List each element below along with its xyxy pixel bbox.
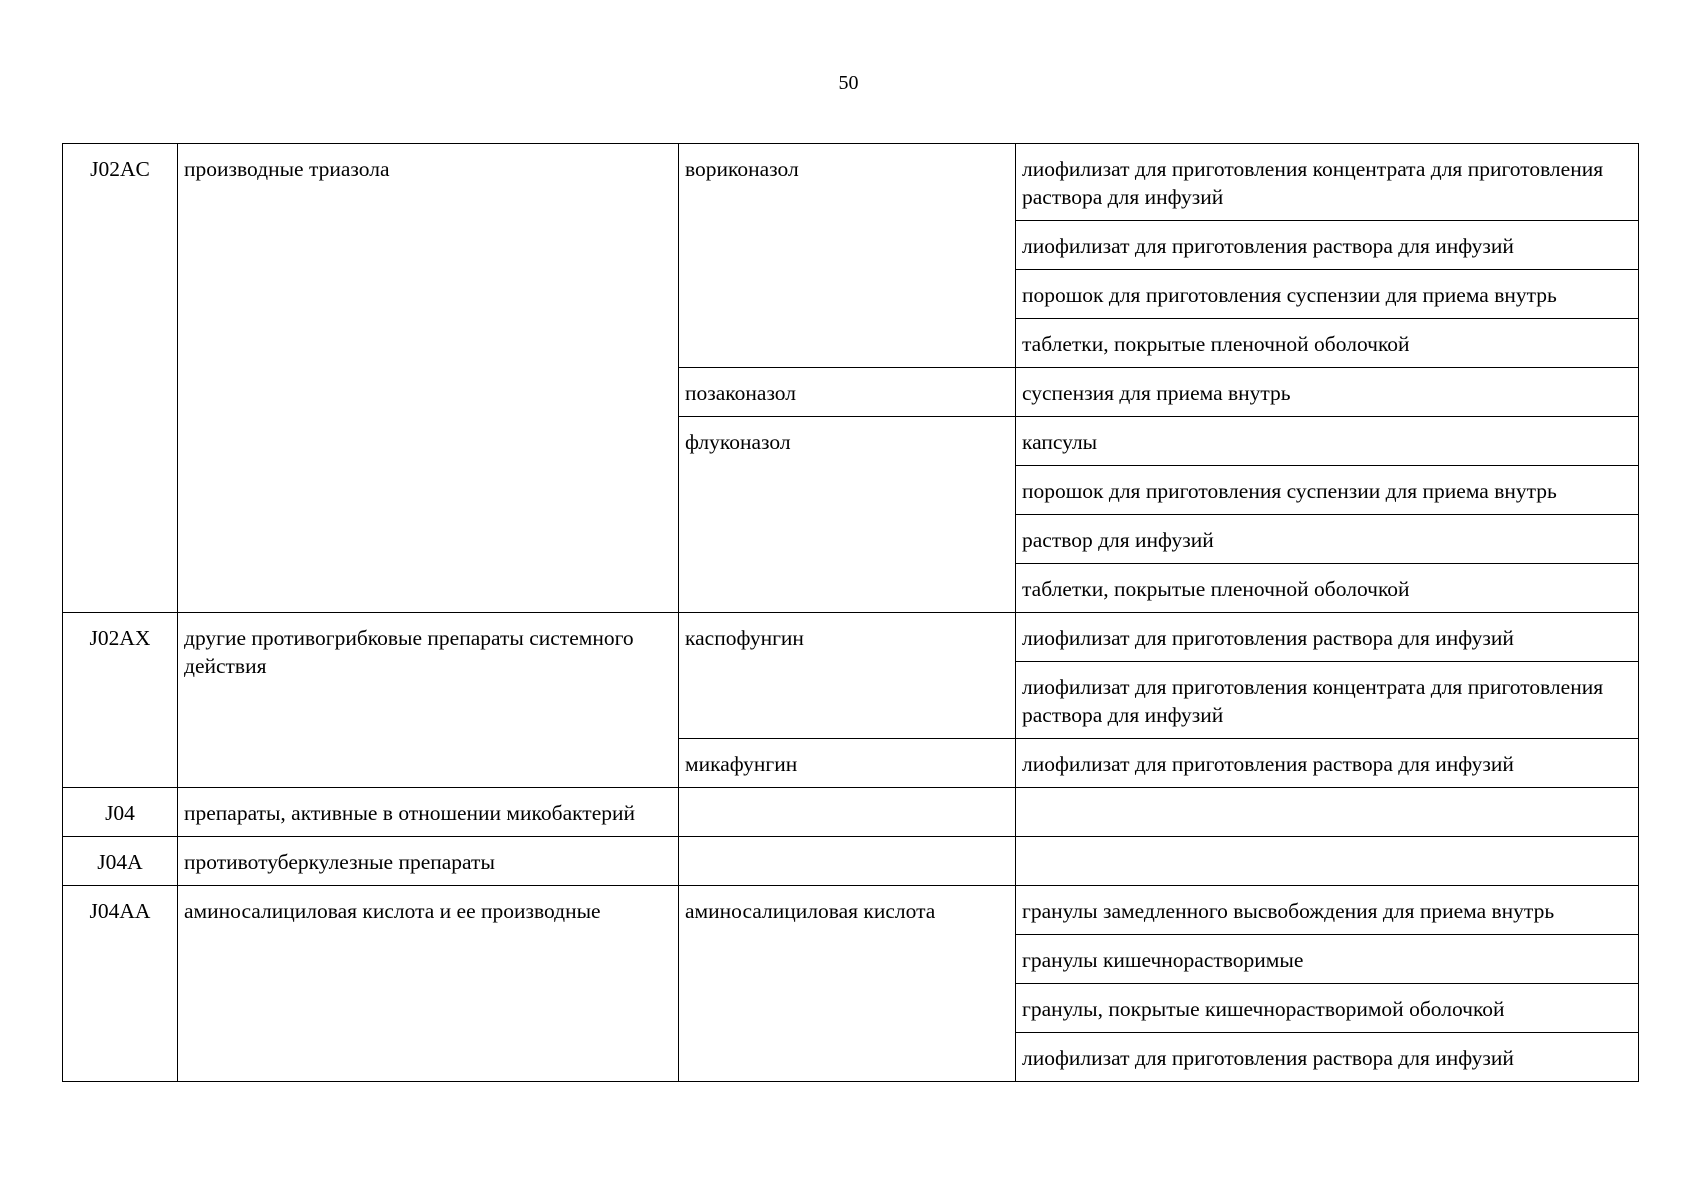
dosage-form: таблетки, покрытые пленочной оболочкой xyxy=(1016,319,1639,368)
table-row xyxy=(63,788,1639,837)
dosage-form: порошок для приготовления суспензии для приема внутрь xyxy=(1016,466,1639,515)
atc-drug-table xyxy=(62,143,1639,1082)
table-row xyxy=(63,613,1639,662)
drug-name: флуконазол xyxy=(679,417,1016,613)
atc-code: J04A xyxy=(63,837,178,886)
dosage-form: лиофилизат для приготовления концентрата для приготовления раствора для инфузий xyxy=(1016,662,1639,739)
atc-group: препараты, активные в отношении микобактерий xyxy=(178,788,679,837)
atc-group: производные триазола xyxy=(178,144,679,613)
atc-code: J04AA xyxy=(63,886,178,1082)
drug-name-empty xyxy=(679,837,1016,886)
atc-group: другие противогрибковые препараты системного действия xyxy=(178,613,679,788)
page-number: 50 xyxy=(838,72,859,94)
dosage-form: лиофилизат для приготовления раствора для инфузий xyxy=(1016,739,1639,788)
dosage-form: капсулы xyxy=(1016,417,1639,466)
drug-name-empty xyxy=(679,788,1016,837)
dosage-form: лиофилизат для приготовления раствора для инфузий xyxy=(1016,613,1639,662)
dosage-form: порошок для приготовления суспензии для приема внутрь xyxy=(1016,270,1639,319)
dosage-form: гранулы кишечнорастворимые xyxy=(1016,935,1639,984)
dosage-form: лиофилизат для приготовления концентрата для приготовления раствора для инфузий xyxy=(1016,144,1639,221)
atc-group: аминосалициловая кислота и ее производные xyxy=(178,886,679,1082)
drug-name: каспофунгин xyxy=(679,613,1016,739)
table-row xyxy=(63,886,1639,935)
atc-code: J02AX xyxy=(63,613,178,788)
dosage-form: гранулы замедленного высвобождения для приема внутрь xyxy=(1016,886,1639,935)
dosage-form: лиофилизат для приготовления раствора для инфузий xyxy=(1016,221,1639,270)
dosage-form-empty xyxy=(1016,788,1639,837)
dosage-form: раствор для инфузий xyxy=(1016,515,1639,564)
drug-name: микафунгин xyxy=(679,739,1016,788)
atc-group: противотуберкулезные препараты xyxy=(178,837,679,886)
dosage-form: таблетки, покрытые пленочной оболочкой xyxy=(1016,564,1639,613)
dosage-form: лиофилизат для приготовления раствора для инфузий xyxy=(1016,1033,1639,1082)
dosage-form: суспензия для приема внутрь xyxy=(1016,368,1639,417)
atc-code: J02AC xyxy=(63,144,178,613)
drug-name: аминосалициловая кислота xyxy=(679,886,1016,1082)
table-row xyxy=(63,837,1639,886)
dosage-form-empty xyxy=(1016,837,1639,886)
atc-code: J04 xyxy=(63,788,178,837)
dosage-form: гранулы, покрытые кишечнорастворимой оболочкой xyxy=(1016,984,1639,1033)
drug-name: позаконазол xyxy=(679,368,1016,417)
drug-name: вориконазол xyxy=(679,144,1016,368)
table-row xyxy=(63,144,1639,221)
